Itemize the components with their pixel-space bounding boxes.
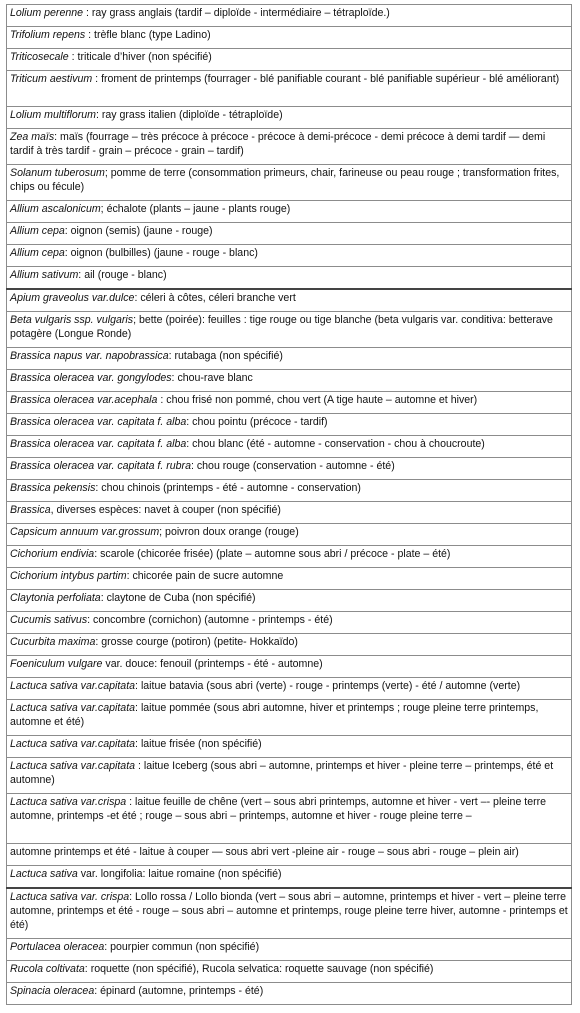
table-row [7, 436, 572, 458]
species-description: diverses espèces: navet à couper (non spécifié) [56, 504, 281, 516]
separator: : [135, 738, 141, 750]
table-cell [7, 961, 572, 983]
species-description: chou-rave blanc [177, 372, 253, 384]
table-row [7, 524, 572, 546]
table-cell [7, 27, 572, 49]
species-name: Lactuca sativa var.capitata [10, 680, 136, 692]
species-name: Brassica oleracea var. gongylodes [10, 372, 172, 384]
separator: : [95, 636, 102, 648]
table-row [7, 961, 572, 983]
separator: : [64, 247, 71, 259]
table-cell [7, 678, 572, 700]
table-row [7, 634, 572, 656]
table-cell [7, 458, 572, 480]
species-description: poivron doux orange (rouge) [165, 526, 299, 538]
species-table-body [7, 5, 572, 1005]
table-cell [7, 736, 572, 758]
species-name: Zea maïs [10, 131, 55, 143]
species-description: céleri à côtes, céleri branche vert [140, 292, 296, 304]
species-name: Triticosecale [10, 51, 69, 63]
table-cell [7, 524, 572, 546]
table-cell [7, 502, 572, 524]
species-description: laitue frisée (non spécifié) [140, 738, 262, 750]
separator: : [94, 985, 101, 997]
species-description: var. longifolia: laitue romaine (non spécifié) [80, 868, 282, 880]
species-description: froment de printemps (fourrager - blé panifiable courant - blé panifiable supérieur - blé améliorant) [101, 73, 560, 85]
species-description: pomme de terre (consommation primeurs, chair, farineuse ou peau rouge ; transformation frites, chips ou fécule) [10, 167, 560, 193]
table-row [7, 223, 572, 245]
table-cell [7, 758, 572, 794]
table-cell [7, 370, 572, 392]
table-row [7, 370, 572, 392]
species-description: échalote (plants – jaune - plants rouge) [106, 203, 291, 215]
separator: : [126, 570, 133, 582]
separator: : [186, 438, 193, 450]
separator: ; [133, 314, 139, 326]
separator: ; [104, 167, 111, 179]
separator: : [68, 51, 78, 63]
species-description: rutabaga (non spécifié) [174, 350, 283, 362]
table-cell [7, 107, 572, 129]
species-description: ail (rouge - blanc) [84, 269, 167, 281]
table-cell [7, 289, 572, 312]
table-cell [7, 201, 572, 223]
species-name: Cucurbita maxima [10, 636, 96, 648]
table-row [7, 165, 572, 201]
species-name: Lactuca sativa var.capitata [10, 760, 136, 772]
species-name: Allium sativum [10, 269, 79, 281]
separator: : [95, 482, 102, 494]
species-name: Cucumis sativus [10, 614, 88, 626]
separator: : [135, 702, 141, 714]
species-description: triticale d’hiver (non spécifié) [77, 51, 212, 63]
separator: : [83, 7, 92, 19]
table-row [7, 612, 572, 634]
species-description: chou pointu (précoce - tardif) [192, 416, 328, 428]
species-description: automne printemps et été - laitue à couper — sous abri vert -pleine air - rouge – sous abri - rouge – plein air) [10, 846, 519, 858]
separator: : [100, 592, 107, 604]
species-name: Brassica napus var. napobrassica [10, 350, 169, 362]
table-row [7, 866, 572, 889]
table-cell [7, 794, 572, 844]
species-name: Apium graveolus var.dulce [10, 292, 135, 304]
table-cell [7, 546, 572, 568]
species-name: Solanum tuberosum [10, 167, 105, 179]
species-description: ray grass italien (diploïde - tétraploïde) [101, 109, 283, 121]
species-name: Foeniculum vulgare [10, 658, 103, 670]
separator: : [54, 131, 61, 143]
species-description: chicorée pain de sucre automne [132, 570, 284, 582]
table-row [7, 888, 572, 939]
species-name: Brassica [10, 504, 51, 516]
species-name: Brassica oleracea var.acephala [10, 394, 158, 406]
species-description: maïs (fourrage – très précoce à précoce - précoce à demi-précoce - demi précoce à demi tardif — demi tardif à très tardif - grain – précoce - grain – tardif) [10, 131, 546, 157]
species-description: trèfle blanc (type Ladino) [94, 29, 211, 41]
species-name: Trifolium repens [10, 29, 86, 41]
species-description: laitue Iceberg (sous abri – automne, printemps et hiver - pleine terre – printemps, été et automne) [10, 760, 554, 786]
species-name: Cichorium intybus partim [10, 570, 127, 582]
species-description: chou blanc (été - automne - conservation - chou à choucroute) [192, 438, 485, 450]
separator: ; [159, 526, 166, 538]
table-cell [7, 267, 572, 290]
table-cell [7, 700, 572, 736]
table-cell [7, 5, 572, 27]
table-row [7, 700, 572, 736]
separator: : [95, 109, 102, 121]
species-name: Rucola coltivata [10, 963, 85, 975]
species-name: Lolium perenne [10, 7, 84, 19]
separator: : [126, 796, 136, 808]
species-description: grosse courge (potiron) (petite- Hokkaïdo) [101, 636, 298, 648]
table-cell [7, 49, 572, 71]
species-name: Brassica oleracea var. capitata f. alba [10, 438, 187, 450]
species-name: Brassica pekensis [10, 482, 96, 494]
separator: : [78, 269, 85, 281]
separator: : [104, 941, 111, 953]
table-cell [7, 312, 572, 348]
species-name: Lactuca sativa var. crispa [10, 891, 130, 903]
species-description: chou rouge (conservation - automne - été) [196, 460, 395, 472]
separator: : [94, 548, 101, 560]
species-name: Lactuca sativa var.capitata [10, 738, 136, 750]
table-row [7, 107, 572, 129]
species-description: laitue feuille de chêne (vert – sous abri printemps, automne et hiver - vert –- pleine terre automne, printemps -et été ; rouge – sous abri – printemps, automne et hiver - rouge pleine terre – [10, 796, 547, 822]
separator: : [87, 614, 94, 626]
separator: : [64, 225, 71, 237]
table-row [7, 546, 572, 568]
species-description: épinard (automne, printemps - été) [100, 985, 264, 997]
separator: : [135, 760, 144, 772]
species-description: ray grass anglais (tardif – diploïde - intermédiaire – tétraploïde.) [91, 7, 390, 19]
separator: : [134, 292, 141, 304]
species-name: Triticum aestivum [10, 73, 93, 85]
species-description: scarole (chicorée frisée) (plate – automne sous abri / précoce - plate – été) [100, 548, 451, 560]
table-row [7, 5, 572, 27]
table-row [7, 678, 572, 700]
table-row [7, 794, 572, 844]
table-cell [7, 590, 572, 612]
table-cell [7, 245, 572, 267]
species-name: Claytonia perfoliata [10, 592, 101, 604]
table-row [7, 71, 572, 107]
species-name: Lolium multiflorum [10, 109, 96, 121]
table-row [7, 758, 572, 794]
table-cell [7, 844, 572, 866]
species-description: claytone de Cuba (non spécifié) [106, 592, 256, 604]
table-row [7, 348, 572, 370]
species-description: laitue batavia (sous abri (verte) - rouge - printemps (verte) - été / automne (verte) [140, 680, 521, 692]
table-cell [7, 983, 572, 1005]
species-name: Spinacia oleracea [10, 985, 95, 997]
separator: : [92, 73, 102, 85]
separator: : [129, 891, 136, 903]
species-name: Brassica oleracea var. capitata f. alba [10, 416, 187, 428]
separator: : [171, 372, 178, 384]
table-cell [7, 71, 572, 107]
table-row [7, 502, 572, 524]
table-row [7, 392, 572, 414]
table-row [7, 27, 572, 49]
separator: : [190, 460, 197, 472]
table-cell [7, 165, 572, 201]
species-description: var. douce: fenouil (printemps - été - automne) [105, 658, 323, 670]
table-cell [7, 939, 572, 961]
table-cell [7, 392, 572, 414]
species-name: Cichorium endivia [10, 548, 95, 560]
table-row [7, 267, 572, 290]
separator: : [84, 963, 91, 975]
table-row [7, 414, 572, 436]
separator: : [135, 680, 141, 692]
table-cell [7, 634, 572, 656]
table-row [7, 983, 572, 1005]
table-cell [7, 866, 572, 889]
species-name: Beta vulgaris ssp. vulgaris [10, 314, 134, 326]
table-row [7, 656, 572, 678]
table-cell [7, 414, 572, 436]
separator: : [168, 350, 175, 362]
species-name: Portulacea oleracea [10, 941, 105, 953]
species-table [6, 4, 572, 1005]
table-row [7, 129, 572, 165]
species-name: Lactuca sativa [10, 868, 78, 880]
table-cell [7, 480, 572, 502]
species-name: Brassica oleracea var. capitata f. rubra [10, 460, 191, 472]
table-cell [7, 656, 572, 678]
species-description: concombre (cornichon) (automne - printemps - été) [93, 614, 333, 626]
table-cell [7, 129, 572, 165]
species-name: Allium cepa [10, 225, 65, 237]
separator: , [50, 504, 57, 516]
table-cell [7, 223, 572, 245]
table-cell [7, 612, 572, 634]
table-row [7, 245, 572, 267]
species-description: pourpier commun (non spécifié) [110, 941, 260, 953]
separator: : [85, 29, 95, 41]
table-row [7, 49, 572, 71]
separator: : [157, 394, 167, 406]
species-name: Lactuca sativa var.capitata [10, 702, 136, 714]
separator: ; [100, 203, 107, 215]
table-cell [7, 436, 572, 458]
table-row [7, 480, 572, 502]
species-description: chou chinois (printemps - été - automne - conservation) [101, 482, 361, 494]
species-name: Capsicum annuum var.grossum [10, 526, 160, 538]
table-row [7, 289, 572, 312]
separator: : [186, 416, 193, 428]
table-row [7, 201, 572, 223]
table-row [7, 939, 572, 961]
species-description: oignon (bulbilles) (jaune - rouge - blanc) [70, 247, 258, 259]
species-description: roquette (non spécifié), Rucola selvatica: roquette sauvage (non spécifié) [90, 963, 434, 975]
species-description: Lollo rossa / Lollo bionda (vert – sous abri – automne, printemps et hiver - vert – pleine terre automne, printemps et été - rouge – sous abri – automne et printemps, rouge pleine terre hiver, automne - printemps et été) [10, 891, 568, 931]
species-name: Lactuca sativa var.crispa [10, 796, 127, 808]
species-name: Allium cepa [10, 247, 65, 259]
table-row [7, 568, 572, 590]
table-row [7, 590, 572, 612]
species-name: Allium ascalonicum [10, 203, 101, 215]
species-description: laitue pommée (sous abri automne, hiver et printemps ; rouge pleine terre printemps, automne et été) [10, 702, 539, 728]
table-cell [7, 348, 572, 370]
table-cell [7, 888, 572, 939]
table-row [7, 458, 572, 480]
species-description: oignon (semis) (jaune - rouge) [70, 225, 213, 237]
table-row [7, 844, 572, 866]
species-description: chou frisé non pommé, chou vert (A tige haute – automne et hiver) [166, 394, 478, 406]
species-description: bette (poirée): feuilles : tige rouge ou tige blanche (beta vulgaris var. conditiva: betterave potagère (Longue Ronde) [10, 314, 553, 340]
table-row [7, 312, 572, 348]
table-row [7, 736, 572, 758]
table-cell [7, 568, 572, 590]
